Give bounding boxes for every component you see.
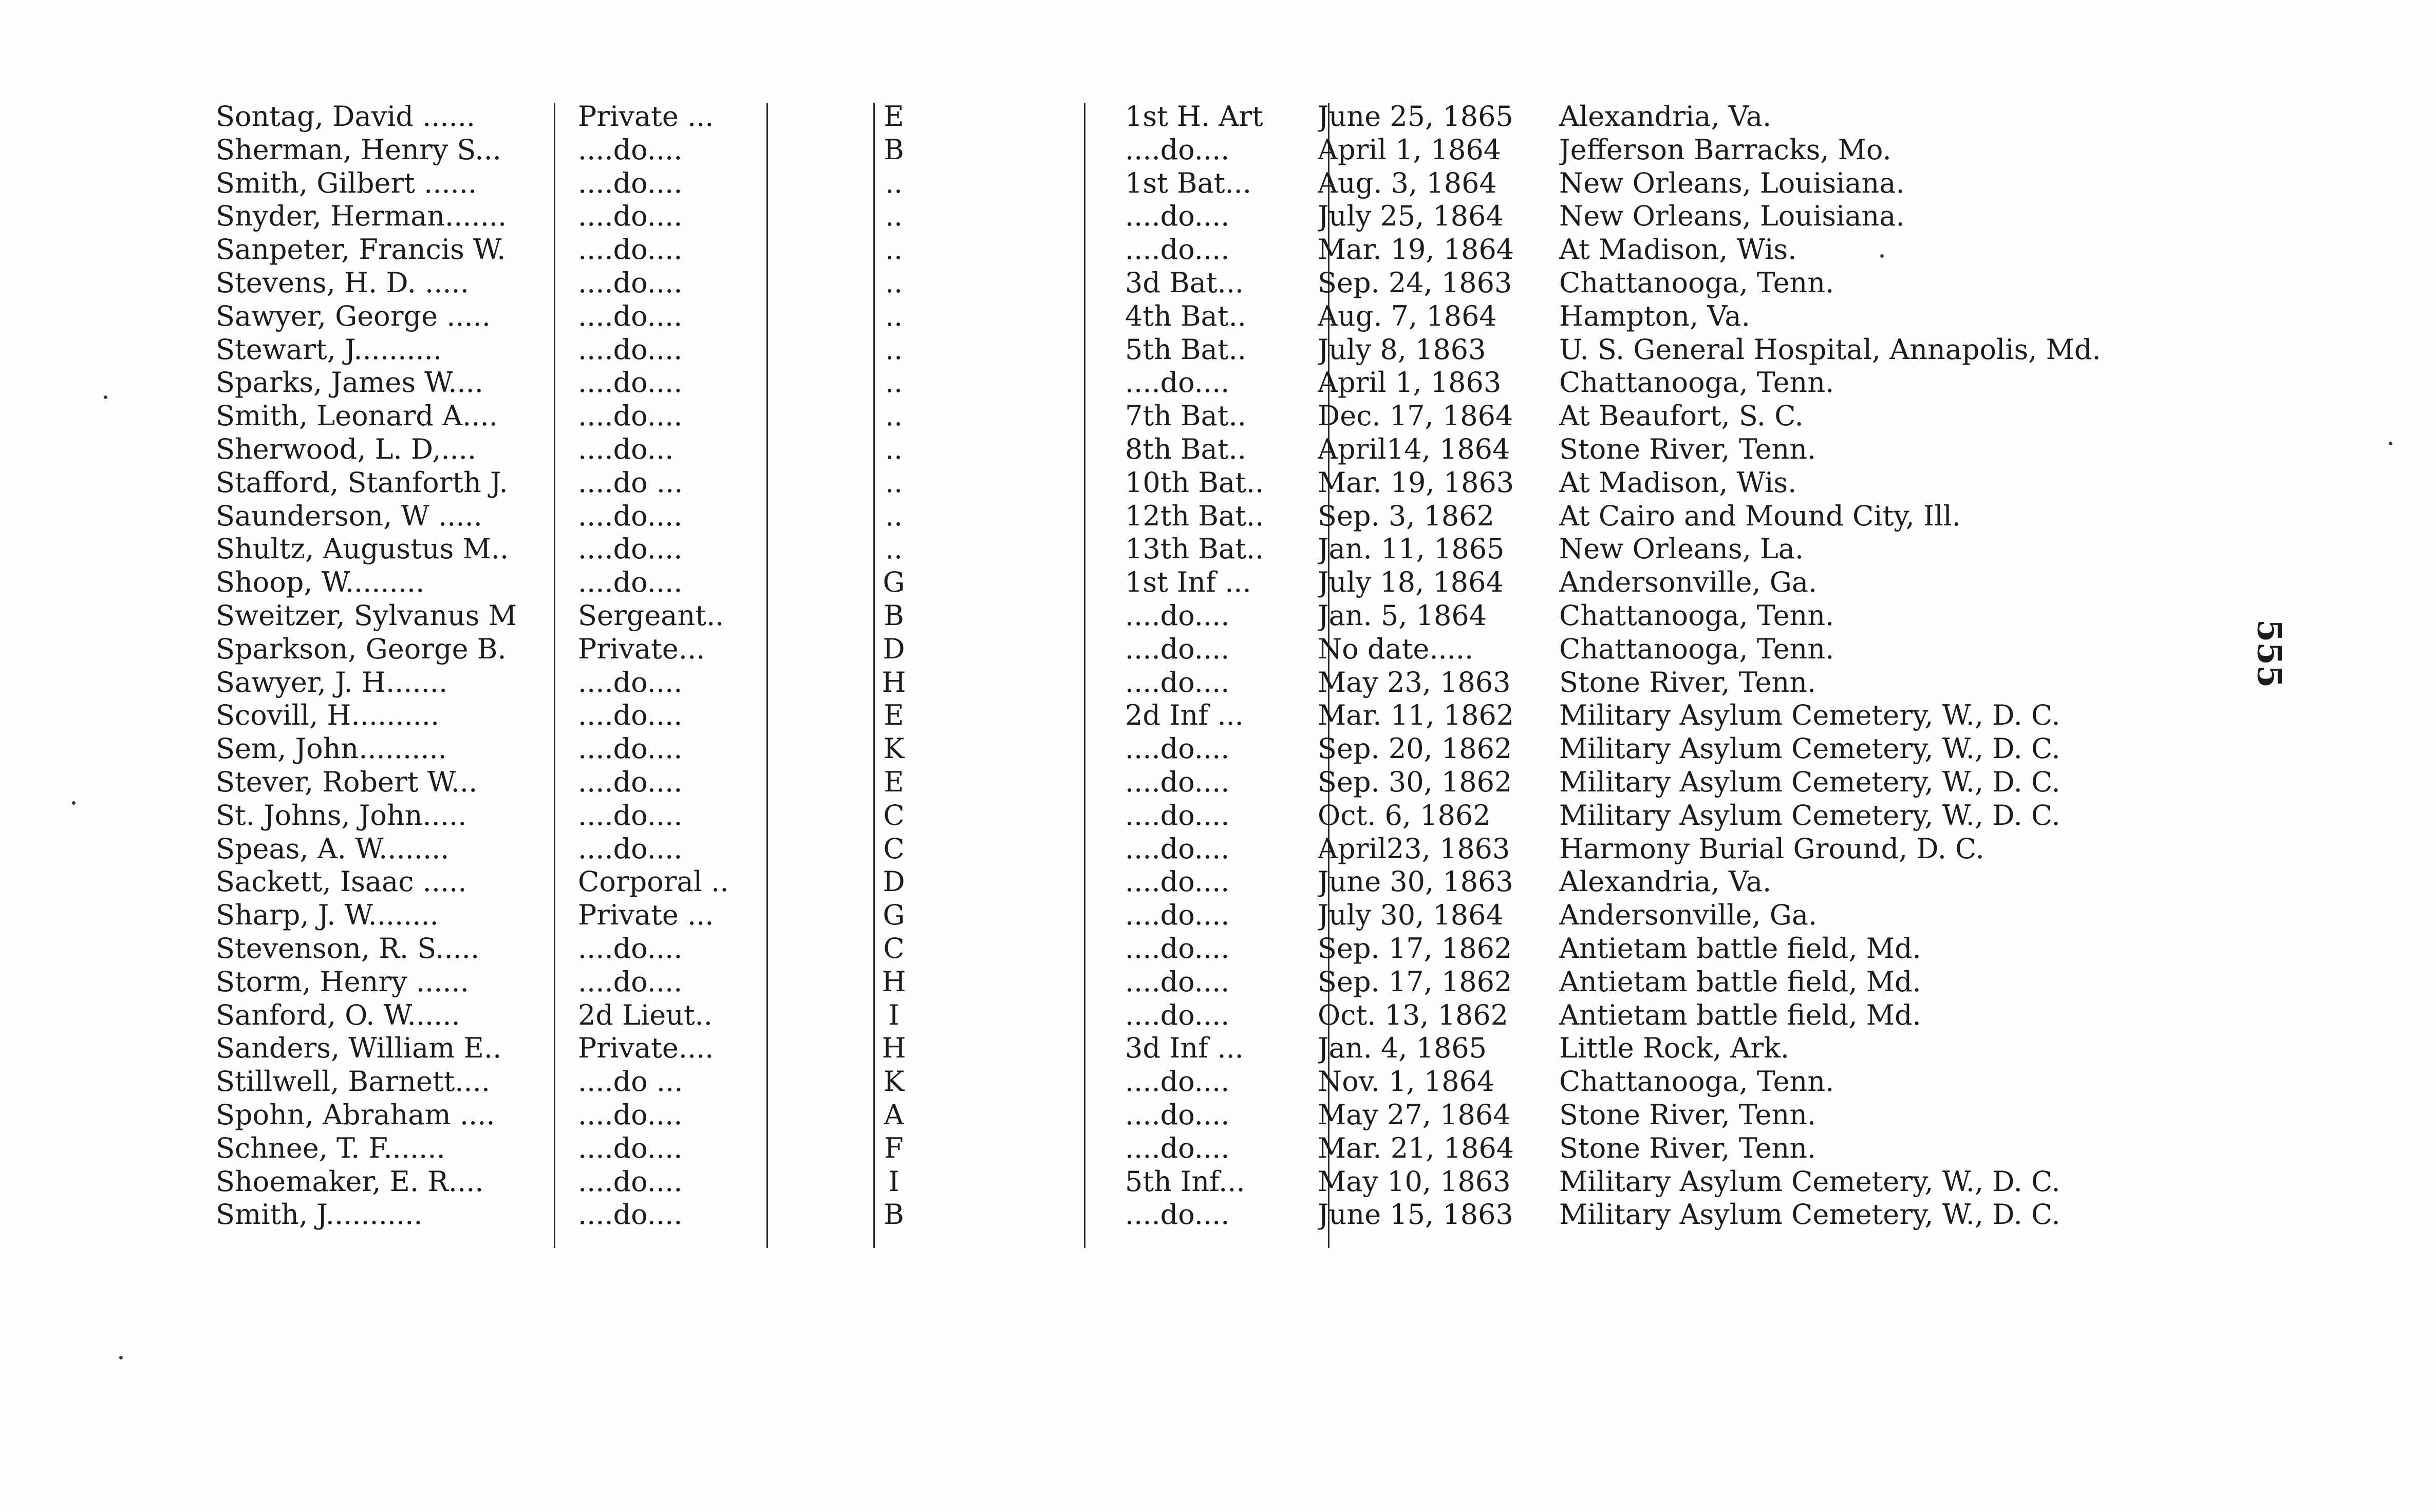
table-row: [216, 533, 1962, 566]
regiment-cell: ....do....: [1125, 799, 1230, 831]
company-cell: D: [883, 865, 905, 898]
date-of-death-cell: July 25, 1864: [1318, 200, 1504, 233]
date-of-death-cell: June 25, 1865: [1318, 100, 1513, 133]
place-of-burial-cell: Little Rock, Ark.: [1559, 1032, 1790, 1065]
regiment-cell: ....do....: [1125, 932, 1230, 965]
table-row: [216, 566, 1962, 599]
regiment-cell: 2d Inf ...: [1125, 699, 1244, 732]
regiment-cell: ....do....: [1125, 1198, 1230, 1231]
rank-cell: Corporal ..: [578, 865, 729, 898]
soldier-name-cell: Sherman, Henry S...: [216, 133, 501, 166]
place-of-burial-cell: Military Asylum Cemetery, W., D. C.: [1559, 732, 2061, 765]
place-of-burial-cell: At Beaufort, S. C.: [1559, 400, 1804, 432]
soldier-name-cell: Storm, Henry ......: [216, 965, 469, 998]
company-cell: A: [884, 1098, 904, 1131]
regiment-cell: ....do....: [1125, 865, 1230, 898]
rank-cell: ....do....: [578, 1165, 683, 1198]
regiment-cell: ....do....: [1125, 1131, 1230, 1164]
place-of-burial-cell: New Orleans, Louisiana.: [1559, 166, 1905, 199]
rank-cell: ....do....: [578, 799, 683, 831]
soldier-name-cell: Sawyer, George .....: [216, 299, 491, 332]
table-row: [216, 599, 1962, 633]
rank-cell: 2d Lieut..: [578, 998, 713, 1031]
company-cell: I: [888, 998, 900, 1031]
date-of-death-cell: Sep. 30, 1862: [1318, 765, 1512, 798]
soldier-name-cell: Sparkson, George B.: [216, 632, 507, 665]
place-of-burial-cell: Antietam battle field, Md.: [1559, 998, 1921, 1031]
table-row: [216, 134, 1962, 167]
place-of-burial-cell: Chattanooga, Tenn.: [1559, 366, 1834, 399]
company-cell: ..: [885, 400, 903, 432]
table-row: [216, 466, 1962, 500]
place-of-burial-cell: Stone River, Tenn.: [1559, 1098, 1816, 1131]
soldier-name-cell: Stevens, H. D. .....: [216, 266, 469, 299]
place-of-burial-cell: U. S. General Hospital, Annapolis, Md.: [1559, 333, 2101, 366]
scan-speck: [119, 1356, 123, 1359]
place-of-burial-cell: Alexandria, Va.: [1559, 100, 1772, 133]
table-row: [216, 233, 1962, 267]
company-cell: K: [883, 732, 905, 765]
date-of-death-cell: April23, 1863: [1318, 832, 1510, 865]
regiment-cell: ....do....: [1125, 200, 1230, 233]
regiment-cell: ....do....: [1125, 133, 1230, 166]
soldier-name-cell: Schnee, T. F.......: [216, 1131, 445, 1164]
regiment-cell: 8th Bat..: [1125, 432, 1246, 465]
place-of-burial-cell: Military Asylum Cemetery, W., D. C.: [1559, 1165, 2061, 1198]
soldier-name-cell: Shultz, Augustus M..: [216, 533, 509, 565]
rank-cell: ....do ...: [578, 1065, 683, 1098]
date-of-death-cell: Mar. 19, 1863: [1318, 466, 1514, 499]
soldier-name-cell: Stevenson, R. S.....: [216, 932, 480, 965]
table-row: [216, 899, 1962, 932]
place-of-burial-cell: Stone River, Tenn.: [1559, 432, 1816, 465]
burial-roster-table: [216, 100, 2101, 1232]
rank-cell: Private....: [578, 1032, 714, 1065]
soldier-name-cell: Sweitzer, Sylvanus M: [216, 599, 517, 632]
scan-speck: [72, 801, 76, 805]
company-cell: ..: [885, 366, 903, 399]
rank-cell: Private ...: [578, 899, 714, 932]
table-row: [216, 732, 2061, 766]
soldier-name-cell: Sawyer, J. H.......: [216, 666, 448, 698]
place-of-burial-cell: Jefferson Barracks, Mo.: [1559, 133, 1891, 166]
table-row: [216, 765, 2061, 799]
company-cell: E: [884, 100, 904, 133]
regiment-cell: ....do....: [1125, 233, 1230, 266]
rank-cell: ....do....: [578, 233, 683, 266]
rank-cell: ....do....: [578, 765, 683, 798]
soldier-name-cell: Smith, Gilbert ......: [216, 166, 477, 199]
company-cell: F: [884, 1131, 904, 1164]
date-of-death-cell: Mar. 11, 1862: [1318, 699, 1514, 732]
regiment-cell: ....do....: [1125, 832, 1230, 865]
date-of-death-cell: Jan. 11, 1865: [1318, 533, 1505, 565]
rank-cell: ....do ...: [578, 466, 683, 499]
regiment-cell: 10th Bat..: [1125, 466, 1264, 499]
company-cell: E: [884, 765, 904, 798]
rank-cell: ....do....: [578, 1131, 683, 1164]
table-row: [216, 200, 1962, 233]
company-cell: I: [888, 1165, 900, 1198]
rank-cell: Sergeant..: [578, 599, 724, 632]
table-row: [216, 333, 2101, 367]
soldier-name-cell: Sharp, J. W........: [216, 899, 439, 932]
date-of-death-cell: Aug. 7, 1864: [1318, 299, 1497, 332]
table-row: [216, 300, 1962, 333]
table-row: [216, 433, 1962, 466]
date-of-death-cell: July 8, 1863: [1318, 333, 1486, 366]
date-of-death-cell: May 27, 1864: [1318, 1098, 1511, 1131]
rank-cell: ....do....: [578, 832, 683, 865]
company-cell: E: [884, 699, 904, 732]
table-row: [216, 832, 1984, 866]
rank-cell: ....do....: [578, 965, 683, 998]
soldier-name-cell: Stillwell, Barnett....: [216, 1065, 491, 1098]
date-of-death-cell: July 30, 1864: [1318, 899, 1504, 932]
date-of-death-cell: No date.....: [1318, 632, 1474, 665]
soldier-name-cell: Sontag, David ......: [216, 100, 476, 133]
rank-cell: ....do....: [578, 566, 683, 599]
place-of-burial-cell: Antietam battle field, Md.: [1559, 965, 1921, 998]
regiment-cell: ....do....: [1125, 1065, 1230, 1098]
scan-speck: [104, 395, 107, 399]
rank-cell: ....do....: [578, 499, 683, 532]
date-of-death-cell: Aug. 3, 1864: [1318, 166, 1497, 199]
table-row: [216, 267, 1962, 300]
date-of-death-cell: Sep. 24, 1863: [1318, 266, 1512, 299]
table-row: [216, 500, 1962, 533]
scan-speck: [1880, 254, 1884, 258]
place-of-burial-cell: At Madison, Wis.: [1559, 466, 1797, 499]
place-of-burial-cell: New Orleans, Louisiana.: [1559, 200, 1905, 233]
soldier-name-cell: St. Johns, John.....: [216, 799, 467, 831]
date-of-death-cell: Sep. 20, 1862: [1318, 732, 1512, 765]
rank-cell: ....do....: [578, 266, 683, 299]
scan-speck: [2389, 442, 2392, 445]
table-row: [216, 999, 1962, 1032]
table-row: [216, 1198, 2061, 1232]
company-cell: ..: [885, 432, 903, 465]
regiment-cell: 5th Inf...: [1125, 1165, 1245, 1198]
page-number: 555: [2250, 619, 2289, 688]
company-cell: H: [882, 1032, 906, 1065]
place-of-burial-cell: Military Asylum Cemetery, W., D. C.: [1559, 1198, 2061, 1231]
soldier-name-cell: Shoop, W.........: [216, 566, 425, 599]
regiment-cell: ....do....: [1125, 899, 1230, 932]
table-row: [216, 1065, 1962, 1099]
soldier-name-cell: Speas, A. W........: [216, 832, 449, 865]
date-of-death-cell: June 15, 1863: [1318, 1198, 1513, 1231]
regiment-cell: 1st Bat...: [1125, 166, 1252, 199]
regiment-cell: 1st Inf ...: [1125, 566, 1251, 599]
place-of-burial-cell: At Madison, Wis.: [1559, 233, 1797, 266]
soldier-name-cell: Sherwood, L. D,....: [216, 432, 477, 465]
rank-cell: Private...: [578, 632, 705, 665]
rank-cell: ....do....: [578, 699, 683, 732]
company-cell: B: [884, 133, 904, 166]
table-row: [216, 932, 1962, 966]
company-cell: ..: [885, 333, 903, 366]
rank-cell: Private ...: [578, 100, 714, 133]
table-row: [216, 865, 1962, 899]
company-cell: C: [883, 832, 905, 865]
company-cell: ..: [885, 233, 903, 266]
place-of-burial-cell: Chattanooga, Tenn.: [1559, 632, 1834, 665]
place-of-burial-cell: Military Asylum Cemetery, W., D. C.: [1559, 765, 2061, 798]
table-row: [216, 966, 1962, 999]
date-of-death-cell: Nov. 1, 1864: [1318, 1065, 1495, 1098]
soldier-name-cell: Smith, Leonard A....: [216, 400, 498, 432]
soldier-name-cell: Sanford, O. W......: [216, 998, 460, 1031]
company-cell: G: [883, 566, 905, 599]
company-cell: ..: [885, 466, 903, 499]
soldier-name-cell: Sanders, William E..: [216, 1032, 502, 1065]
date-of-death-cell: Jan. 4, 1865: [1318, 1032, 1487, 1065]
date-of-death-cell: April14, 1864: [1318, 432, 1510, 465]
date-of-death-cell: April 1, 1864: [1318, 133, 1502, 166]
soldier-name-cell: Scovill, H..........: [216, 699, 440, 732]
company-cell: ..: [885, 266, 903, 299]
company-cell: G: [883, 899, 905, 932]
rank-cell: ....do....: [578, 166, 683, 199]
regiment-cell: ....do....: [1125, 366, 1230, 399]
place-of-burial-cell: At Cairo and Mound City, Ill.: [1559, 499, 1961, 532]
date-of-death-cell: Mar. 19, 1864: [1318, 233, 1514, 266]
place-of-burial-cell: Military Asylum Cemetery, W., D. C.: [1559, 699, 2061, 732]
place-of-burial-cell: Hampton, Va.: [1559, 299, 1750, 332]
rank-cell: ....do....: [578, 533, 683, 565]
regiment-cell: ....do....: [1125, 765, 1230, 798]
regiment-cell: 5th Bat..: [1125, 333, 1246, 366]
soldier-name-cell: Sanpeter, Francis W.: [216, 233, 506, 266]
soldier-name-cell: Smith, J...........: [216, 1198, 423, 1231]
soldier-name-cell: Spohn, Abraham ....: [216, 1098, 495, 1131]
date-of-death-cell: Jan. 5, 1864: [1318, 599, 1487, 632]
regiment-cell: ....do....: [1125, 965, 1230, 998]
date-of-death-cell: Sep. 3, 1862: [1318, 499, 1494, 532]
date-of-death-cell: July 18, 1864: [1318, 566, 1504, 599]
regiment-cell: 7th Bat..: [1125, 400, 1246, 432]
rank-cell: ....do....: [578, 732, 683, 765]
regiment-cell: 3d Inf ...: [1125, 1032, 1244, 1065]
rank-cell: ....do....: [578, 1198, 683, 1231]
company-cell: ..: [885, 166, 903, 199]
place-of-burial-cell: Chattanooga, Tenn.: [1559, 1065, 1834, 1098]
table-row: [216, 633, 1962, 666]
date-of-death-cell: May 10, 1863: [1318, 1165, 1511, 1198]
regiment-cell: ....do....: [1125, 666, 1230, 698]
place-of-burial-cell: Alexandria, Va.: [1559, 865, 1772, 898]
table-row: [216, 400, 1962, 433]
soldier-name-cell: Snyder, Herman.......: [216, 200, 507, 233]
regiment-cell: ....do....: [1125, 998, 1230, 1031]
place-of-burial-cell: Stone River, Tenn.: [1559, 666, 1816, 698]
rank-cell: ....do....: [578, 932, 683, 965]
place-of-burial-cell: Andersonville, Ga.: [1559, 566, 1818, 599]
soldier-name-cell: Saunderson, W .....: [216, 499, 482, 532]
regiment-cell: 13th Bat..: [1125, 533, 1264, 565]
regiment-cell: ....do....: [1125, 732, 1230, 765]
date-of-death-cell: Sep. 17, 1862: [1318, 932, 1512, 965]
table-row: [216, 366, 1962, 400]
table-row: [216, 799, 2061, 833]
company-cell: H: [882, 666, 906, 698]
date-of-death-cell: Mar. 21, 1864: [1318, 1131, 1514, 1164]
company-cell: K: [883, 1065, 905, 1098]
date-of-death-cell: June 30, 1863: [1318, 865, 1513, 898]
company-cell: C: [883, 932, 905, 965]
place-of-burial-cell: Harmony Burial Ground, D. C.: [1559, 832, 1984, 865]
regiment-cell: ....do....: [1125, 632, 1230, 665]
company-cell: ..: [885, 499, 903, 532]
company-cell: B: [884, 599, 904, 632]
soldier-name-cell: Sparks, James W....: [216, 366, 483, 399]
regiment-cell: ....do....: [1125, 599, 1230, 632]
date-of-death-cell: Sep. 17, 1862: [1318, 965, 1512, 998]
table-row: [216, 1099, 1962, 1132]
place-of-burial-cell: Antietam battle field, Md.: [1559, 932, 1921, 965]
table-row: [216, 699, 2061, 732]
place-of-burial-cell: Military Asylum Cemetery, W., D. C.: [1559, 799, 2061, 831]
regiment-cell: 12th Bat..: [1125, 499, 1264, 532]
place-of-burial-cell: New Orleans, La.: [1559, 533, 1804, 565]
date-of-death-cell: Oct. 13, 1862: [1318, 998, 1509, 1031]
regiment-cell: 4th Bat..: [1125, 299, 1246, 332]
soldier-name-cell: Stafford, Stanforth J.: [216, 466, 508, 499]
place-of-burial-cell: Stone River, Tenn.: [1559, 1131, 1816, 1164]
rank-cell: ....do....: [578, 133, 683, 166]
regiment-cell: 1st H. Art: [1125, 100, 1263, 133]
rank-cell: ....do....: [578, 299, 683, 332]
table-row: [216, 1132, 1962, 1165]
company-cell: ..: [885, 533, 903, 565]
soldier-name-cell: Sem, John..........: [216, 732, 447, 765]
rank-cell: ....do....: [578, 366, 683, 399]
company-cell: H: [882, 965, 906, 998]
table-row: [216, 1032, 1962, 1065]
soldier-name-cell: Stewart, J..........: [216, 333, 442, 366]
table-row: [216, 167, 1962, 200]
company-cell: ..: [885, 299, 903, 332]
place-of-burial-cell: Chattanooga, Tenn.: [1559, 266, 1834, 299]
soldier-name-cell: Stever, Robert W...: [216, 765, 478, 798]
date-of-death-cell: April 1, 1863: [1318, 366, 1502, 399]
rank-cell: ....do....: [578, 333, 683, 366]
regiment-cell: ....do....: [1125, 1098, 1230, 1131]
regiment-cell: 3d Bat...: [1125, 266, 1244, 299]
table-row: [216, 100, 1962, 134]
soldier-name-cell: Shoemaker, E. R....: [216, 1165, 484, 1198]
company-cell: ..: [885, 200, 903, 233]
date-of-death-cell: Oct. 6, 1862: [1318, 799, 1491, 831]
soldier-name-cell: Sackett, Isaac .....: [216, 865, 467, 898]
rank-cell: ....do....: [578, 666, 683, 698]
date-of-death-cell: Dec. 17, 1864: [1318, 400, 1513, 432]
rank-cell: ....do...: [578, 432, 674, 465]
place-of-burial-cell: Andersonville, Ga.: [1559, 899, 1818, 932]
table-row: [216, 1165, 2061, 1199]
table-row: [216, 666, 1962, 700]
rank-cell: ....do....: [578, 400, 683, 432]
company-cell: D: [883, 632, 905, 665]
rank-cell: ....do....: [578, 1098, 683, 1131]
rank-cell: ....do....: [578, 200, 683, 233]
place-of-burial-cell: Chattanooga, Tenn.: [1559, 599, 1834, 632]
company-cell: C: [883, 799, 905, 831]
date-of-death-cell: May 23, 1863: [1318, 666, 1511, 698]
company-cell: B: [884, 1198, 904, 1231]
